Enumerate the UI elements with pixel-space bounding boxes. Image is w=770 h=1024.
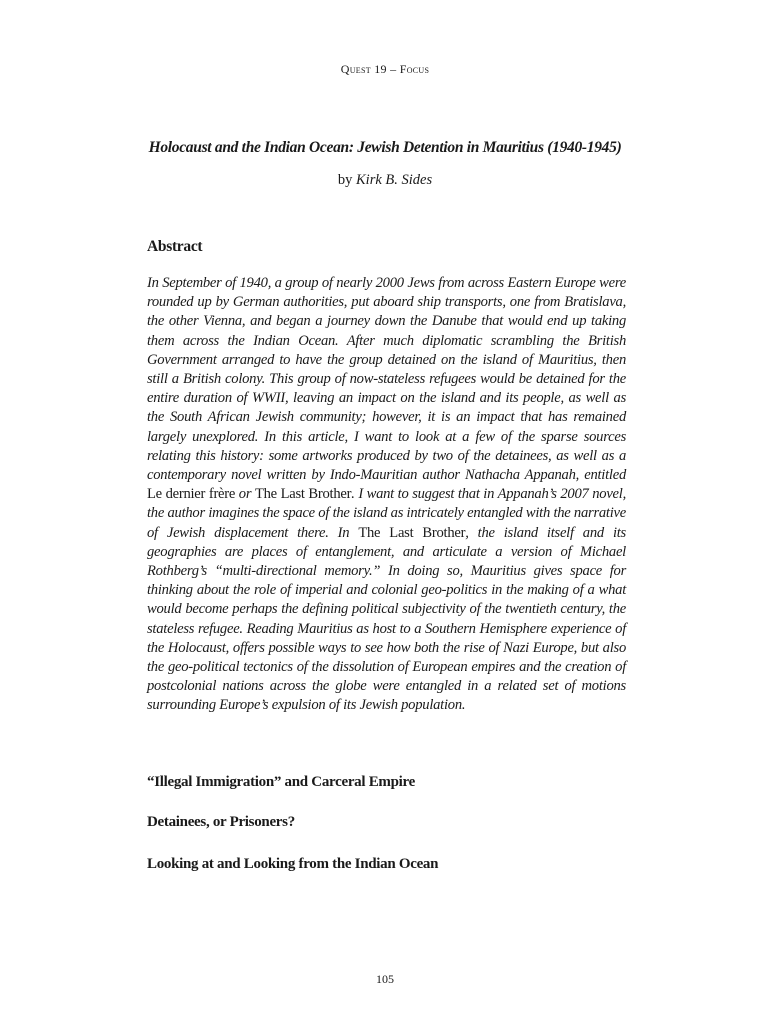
section-heading-detainees: Detainees, or Prisoners? bbox=[147, 814, 295, 830]
running-header: Quest 19 – Focus bbox=[340, 62, 430, 76]
author-name: Kirk B. Sides bbox=[356, 172, 433, 188]
section-heading-illegal-immigration: “Illegal Immigration” and Carceral Empire bbox=[147, 774, 415, 790]
abstract-body bbox=[147, 274, 626, 716]
english-title: The Last Brother bbox=[358, 524, 466, 541]
page-number: 105 bbox=[376, 972, 394, 986]
abstract-text: or bbox=[235, 486, 255, 503]
article-title: Holocaust and the Indian Ocean: Jewish Detention in Mauritius (1940-1945) bbox=[148, 139, 622, 156]
abstract-text: . I want to suggest that in Appanah’s 2007 novel, the author imagines the space of the island as intricately entangled with the narrative of Jewish displacement there. In bbox=[147, 486, 626, 541]
french-title: Le dernier frère bbox=[147, 486, 236, 503]
abstract-text: In September of 1940, a group of nearly 2000 Jews from across Eastern Europe were rounded up by German authorities, put aboard ship transports, one from Bratislava, the other Vienna, and began a journey down the Danube that would end up taking them across the Indian Ocean. After much diplomatic scrambling the British Government arranged to have the group detained on the island of Mauritius, then still a British colony. This group of now-stateless refugees would be detained for the entire duration of WWII, leaving an impact on the island and its people, as well as the South African Jewish community; however, it is an impact that has remained largely unexplored. In this article, I want to look at a few of the sparse sources relating this history: some artworks produced by two of the detainees, as well as a contemporary novel written by Indo-Mauritian author Nathacha Appanah, entitled bbox=[147, 275, 626, 484]
byline-prefix: by bbox=[337, 172, 353, 188]
byline bbox=[0, 172, 770, 189]
abstract-text: , the island itself and its geographies are places of entanglement, and articulate a version of Michael Rothberg’s “multi-directional memory.” In doing so, Mauritius gives space for thinking about the role of imperial and colonial geo-politics in the making of a what would become perhaps the defining political subjectivity of the twentieth century, the stateless refugee. Reading Mauritius as host to a Southern Hemisphere experience of the Holocaust, offers possible ways to see how both the rise of Nazi Europe, but also the geo-political tectonics of the dissolution of European empires and the creation of postcolonial nations across the globe were entangled in a related set of motions surrounding Europe’s expulsion of its Jewish population. bbox=[147, 524, 626, 714]
abstract-heading: Abstract bbox=[147, 238, 203, 255]
english-title: The Last Brother bbox=[254, 486, 352, 503]
section-heading-indian-ocean: Looking at and Looking from the Indian Ocean bbox=[147, 856, 439, 872]
